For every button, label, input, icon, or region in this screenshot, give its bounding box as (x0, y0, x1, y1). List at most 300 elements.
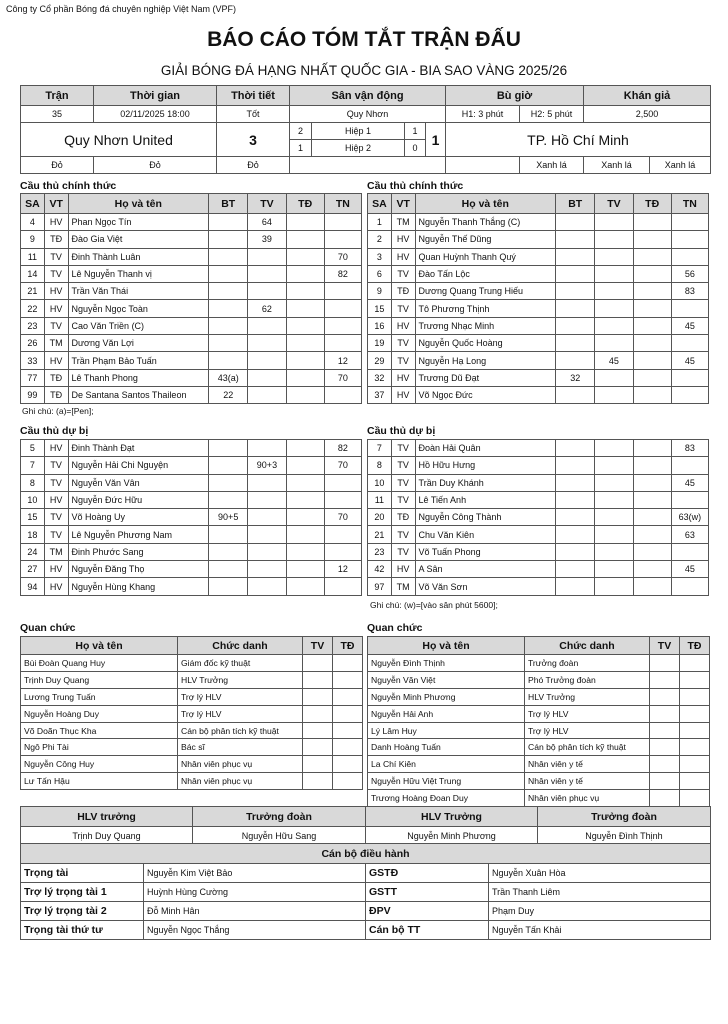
yellow-card (595, 561, 633, 578)
player-name: Võ Ngọc Đức (415, 386, 556, 403)
red-card (633, 561, 671, 578)
position: HV (391, 248, 415, 265)
home-shirt-color: Đỏ (21, 157, 94, 174)
supervisor-name: Trần Thanh Liêm (489, 883, 711, 902)
home-officials-title: Quan chức (20, 622, 76, 634)
shirt-number: 23 (368, 543, 392, 560)
position: TV (391, 457, 415, 474)
away-half1-score: 1 (405, 123, 426, 140)
red-card (633, 369, 671, 386)
red-card (633, 214, 671, 231)
shirt-number: 8 (21, 474, 45, 491)
substitution-minute (671, 578, 708, 595)
official-header-row (368, 637, 710, 655)
substitution-minute (671, 248, 708, 265)
official-red-card (680, 655, 710, 672)
substitution-minute (324, 386, 361, 403)
red-card (286, 248, 324, 265)
position: HV (44, 214, 68, 231)
column-header: Chức danh (525, 637, 650, 655)
goal-minute (209, 248, 248, 265)
goal-minute (209, 526, 248, 543)
red-card (633, 386, 671, 403)
league-subtitle: GIẢI BÓNG ĐÁ HẠNG NHẤT QUỐC GIA - BIA SAO VÀNG 2025/26 (160, 63, 568, 78)
goal-minute (556, 300, 595, 317)
referee-title: Cán bộ điều hành (21, 844, 711, 864)
player-row (368, 386, 709, 403)
substitution-minute: 56 (671, 265, 708, 282)
substitution-minute: 63(w) (671, 509, 708, 526)
official-name: Nguyễn Hữu Việt Trung (368, 773, 525, 790)
substitution-minute (324, 231, 361, 248)
shirt-number: 23 (21, 317, 45, 334)
official-role: Phó Trưởng đoàn (525, 671, 650, 688)
home-starting-table (20, 193, 362, 404)
official-red-card (680, 773, 710, 790)
position: TV (391, 491, 415, 508)
player-name: Nguyễn Công Thành (415, 509, 556, 526)
official-yellow-card (650, 705, 680, 722)
official-role: Nhân viên phục vụ (178, 756, 303, 773)
position: TV (391, 543, 415, 560)
player-name: Đào Gia Việt (68, 231, 209, 248)
substitution-minute: 45 (671, 317, 708, 334)
home-note: Ghi chú: (a)=[Pen]; (22, 406, 94, 416)
yellow-card: 45 (595, 352, 633, 369)
column-header: TV (650, 637, 680, 655)
extra-time-h2: H2: 5 phút (520, 106, 584, 123)
substitution-minute (324, 491, 361, 508)
position: TĐ (44, 369, 68, 386)
goal-minute (556, 231, 595, 248)
player-name: Trương Dũ Đạt (415, 369, 556, 386)
position: HV (44, 283, 68, 300)
yellow-card (595, 231, 633, 248)
shirt-number: 42 (368, 561, 392, 578)
shirt-number: 99 (21, 386, 45, 403)
official-role: Nhân viên y tế (525, 756, 650, 773)
player-row (368, 440, 709, 457)
player-row (21, 335, 362, 352)
yellow-card (595, 457, 633, 474)
position: TV (44, 526, 68, 543)
substitution-minute: 70 (324, 369, 361, 386)
official-row (368, 756, 710, 773)
home-subs-table (20, 439, 362, 596)
goal-minute (209, 300, 248, 317)
player-name: A Sân (415, 561, 556, 578)
position: HV (391, 369, 415, 386)
column-header: SA (21, 194, 45, 214)
home-manager: Nguyễn Hữu Sang (193, 827, 366, 845)
yellow-card (595, 474, 633, 491)
official-name: Nguyễn Công Huy (21, 756, 178, 773)
header-match: Trận (21, 86, 94, 106)
player-name: Dương Quang Trung Hiếu (415, 283, 556, 300)
substitution-minute (671, 457, 708, 474)
yellow-card (248, 335, 286, 352)
player-row (368, 369, 709, 386)
column-header: TV (248, 194, 286, 214)
position: TV (44, 509, 68, 526)
goal-minute (209, 543, 248, 560)
goal-minute (209, 317, 248, 334)
official-yellow-card (650, 655, 680, 672)
official-yellow-card (650, 756, 680, 773)
player-row (21, 543, 362, 560)
position: TĐ (391, 509, 415, 526)
home-coach-label: HLV trưởng (21, 807, 193, 827)
official-role: Trợ lý HLV (525, 705, 650, 722)
substitution-minute (324, 526, 361, 543)
player-name: Quan Huỳnh Thanh Quý (415, 248, 556, 265)
yellow-card: 62 (248, 300, 286, 317)
substitution-minute: 70 (324, 457, 361, 474)
supervisor-name: Nguyễn Tấn Khải (489, 921, 711, 940)
red-card (633, 283, 671, 300)
substitution-minute: 12 (324, 352, 361, 369)
column-header: TĐ (333, 637, 363, 655)
yellow-card (595, 335, 633, 352)
official-red-card (680, 671, 710, 688)
yellow-card (595, 386, 633, 403)
away-coach: Nguyễn Minh Phương (366, 827, 538, 845)
player-name: Lê Nguyễn Thanh vị (68, 265, 209, 282)
shirt-number: 18 (21, 526, 45, 543)
red-card (633, 474, 671, 491)
official-role: Bác sĩ (178, 739, 303, 756)
substitution-minute (671, 369, 708, 386)
yellow-card (595, 265, 633, 282)
player-name: Lê Thanh Phong (68, 369, 209, 386)
official-name: La Chí Kiên (368, 756, 525, 773)
red-card (633, 352, 671, 369)
official-row (368, 688, 710, 705)
yellow-card (248, 248, 286, 265)
position: TV (391, 440, 415, 457)
yellow-card (248, 509, 286, 526)
official-red-card (680, 722, 710, 739)
substitution-minute (324, 578, 361, 595)
referee-row (21, 921, 711, 940)
column-header: Họ và tên (21, 637, 178, 655)
position: HV (44, 561, 68, 578)
player-name: Trần Duy Khánh (415, 474, 556, 491)
position: TV (391, 526, 415, 543)
official-row (368, 671, 710, 688)
official-red-card (333, 722, 363, 739)
official-yellow-card (303, 655, 333, 672)
player-name: Nguyễn Thế Dũng (415, 231, 556, 248)
shirt-number: 29 (368, 352, 392, 369)
player-row (21, 231, 362, 248)
position: TV (44, 265, 68, 282)
player-row (368, 248, 709, 265)
substitution-minute: 82 (324, 440, 361, 457)
shirt-number: 5 (21, 440, 45, 457)
player-name: Đinh Phước Sang (68, 543, 209, 560)
shirt-number: 3 (368, 248, 392, 265)
goal-minute (556, 283, 595, 300)
official-red-card (333, 773, 363, 790)
column-header: BT (556, 194, 595, 214)
official-row (368, 773, 710, 790)
away-half2-score: 0 (405, 140, 426, 157)
shirt-number: 6 (368, 265, 392, 282)
player-name: Tô Phương Thịnh (415, 300, 556, 317)
column-header: TV (303, 637, 333, 655)
red-card (286, 457, 324, 474)
official-role: HLV Trưởng (525, 688, 650, 705)
shirt-number: 20 (368, 509, 392, 526)
official-yellow-card (303, 688, 333, 705)
yellow-card (248, 526, 286, 543)
goal-minute (556, 526, 595, 543)
official-role: Nhân viên y tế (525, 773, 650, 790)
away-subs-title: Cầu thủ dự bị (367, 425, 436, 437)
position: TV (44, 248, 68, 265)
official-red-card (680, 705, 710, 722)
goal-minute (209, 214, 248, 231)
shirt-number: 77 (21, 369, 45, 386)
header-extra-time: Bù giờ (446, 86, 584, 106)
supervisor-name: Phạm Duy (489, 902, 711, 921)
official-name: Bùi Đoàn Quang Huy (21, 655, 178, 672)
official-red-card (333, 671, 363, 688)
official-row (368, 722, 710, 739)
referee-name: Nguyễn Ngọc Thắng (144, 921, 366, 940)
substitution-minute: 82 (324, 265, 361, 282)
player-row (21, 457, 362, 474)
column-header: TV (595, 194, 633, 214)
goal-minute (209, 457, 248, 474)
official-row (21, 756, 363, 773)
column-header: Chức danh (178, 637, 303, 655)
position: HV (44, 300, 68, 317)
official-yellow-card (650, 671, 680, 688)
official-red-card (680, 688, 710, 705)
referee-row (21, 902, 711, 921)
substitution-minute (671, 214, 708, 231)
official-name: Lý Lâm Huy (368, 722, 525, 739)
official-yellow-card (303, 773, 333, 790)
player-row (21, 578, 362, 595)
column-header: TN (324, 194, 361, 214)
goal-minute (209, 491, 248, 508)
player-name: Lê Tiến Anh (415, 491, 556, 508)
away-score: 1 (426, 123, 446, 157)
player-name: Đinh Thành Luân (68, 248, 209, 265)
player-name: Võ Hoàng Uy (68, 509, 209, 526)
shirt-number: 11 (21, 248, 45, 265)
header-weather: Thời tiết (217, 86, 290, 106)
goal-minute (209, 352, 248, 369)
shirt-number: 7 (368, 440, 392, 457)
away-manager-label: Trưởng đoàn (538, 807, 711, 827)
column-header: TN (671, 194, 708, 214)
goal-minute (556, 386, 595, 403)
home-shorts-color: Đỏ (94, 157, 217, 174)
official-yellow-card (303, 722, 333, 739)
official-red-card (680, 739, 710, 756)
player-name: Trần Văn Thái (68, 283, 209, 300)
yellow-card (595, 440, 633, 457)
position: HV (44, 352, 68, 369)
red-card (633, 231, 671, 248)
red-card (286, 509, 324, 526)
goal-minute (209, 283, 248, 300)
header-crowd: Khán giả (584, 86, 711, 106)
player-row (368, 578, 709, 595)
goal-minute (556, 543, 595, 560)
yellow-card (248, 386, 286, 403)
player-row (368, 335, 709, 352)
goal-minute (556, 509, 595, 526)
away-socks-color: Xanh lá (650, 157, 711, 174)
goal-minute (209, 335, 248, 352)
red-card (633, 248, 671, 265)
official-row (368, 739, 710, 756)
substitution-minute (671, 300, 708, 317)
away-manager: Nguyễn Đình Thịnh (538, 827, 711, 845)
extra-time-h1: H1: 3 phút (446, 106, 520, 123)
goal-minute (556, 491, 595, 508)
official-yellow-card (650, 688, 680, 705)
player-row (368, 265, 709, 282)
official-yellow-card (303, 705, 333, 722)
player-name: Nguyễn Quốc Hoàng (415, 335, 556, 352)
yellow-card (595, 248, 633, 265)
yellow-card (248, 317, 286, 334)
player-name: Võ Văn Sơn (415, 578, 556, 595)
match-weather: Tốt (217, 106, 290, 123)
official-role: Trợ lý HLV (525, 722, 650, 739)
player-name: Đinh Thành Đạt (68, 440, 209, 457)
red-card (633, 509, 671, 526)
player-row (368, 526, 709, 543)
goal-minute (556, 474, 595, 491)
match-number: 35 (21, 106, 94, 123)
player-row (21, 509, 362, 526)
player-row (368, 474, 709, 491)
position: TV (391, 352, 415, 369)
goal-minute: 90+5 (209, 509, 248, 526)
official-red-card (333, 655, 363, 672)
substitution-minute (671, 543, 708, 560)
shirt-number: 11 (368, 491, 392, 508)
official-row (21, 671, 363, 688)
column-header: Họ và tên (368, 637, 525, 655)
shirt-number: 9 (21, 231, 45, 248)
player-name: Nguyễn Văn Vân (68, 474, 209, 491)
yellow-card (595, 543, 633, 560)
match-crowd: 2,500 (584, 106, 711, 123)
column-header: Họ và tên (415, 194, 556, 214)
yellow-card (248, 491, 286, 508)
official-red-card (680, 790, 710, 807)
substitution-minute: 63 (671, 526, 708, 543)
player-row (368, 509, 709, 526)
goal-minute (556, 317, 595, 334)
official-role: Cán bộ phân tích kỹ thuật (525, 739, 650, 756)
official-red-card (333, 756, 363, 773)
player-row (368, 561, 709, 578)
shirt-number: 19 (368, 335, 392, 352)
substitution-minute (671, 231, 708, 248)
official-row (21, 688, 363, 705)
position: TV (391, 265, 415, 282)
player-name: Nguyễn Thanh Thắng (C) (415, 214, 556, 231)
player-name: Phan Ngọc Tín (68, 214, 209, 231)
position: TĐ (391, 283, 415, 300)
substitution-minute (324, 474, 361, 491)
official-row (21, 739, 363, 756)
player-row (21, 283, 362, 300)
red-card (633, 526, 671, 543)
player-name: Trương Nhạc Minh (415, 317, 556, 334)
referee-name: Đỗ Minh Hân (144, 902, 366, 921)
player-name: Đoàn Hải Quân (415, 440, 556, 457)
home-subs-title: Cầu thủ dự bị (20, 425, 89, 437)
yellow-card: 90+3 (248, 457, 286, 474)
shirt-number: 2 (368, 231, 392, 248)
player-name: Nguyễn Đăng Thọ (68, 561, 209, 578)
red-card (286, 300, 324, 317)
official-yellow-card (303, 756, 333, 773)
official-row (21, 705, 363, 722)
yellow-card (248, 369, 286, 386)
goal-minute (209, 474, 248, 491)
shirt-number: 15 (368, 300, 392, 317)
player-name: De Santana Santos Thaileon (68, 386, 209, 403)
yellow-card (248, 265, 286, 282)
player-row (21, 248, 362, 265)
player-row (21, 369, 362, 386)
goal-minute (556, 561, 595, 578)
player-row (368, 231, 709, 248)
official-role: Giám đốc kỹ thuật (178, 655, 303, 672)
position: HV (44, 440, 68, 457)
shirt-number: 97 (368, 578, 392, 595)
goal-minute (556, 335, 595, 352)
substitution-minute: 70 (324, 248, 361, 265)
substitution-minute (671, 386, 708, 403)
red-card (286, 578, 324, 595)
player-name: Nguyễn Đức Hữu (68, 491, 209, 508)
player-row (21, 300, 362, 317)
shirt-number: 4 (21, 214, 45, 231)
substitution-minute (324, 335, 361, 352)
red-card (286, 543, 324, 560)
column-header: VT (391, 194, 415, 214)
half2-label: Hiệp 2 (312, 140, 405, 157)
substitution-minute: 83 (671, 440, 708, 457)
home-team-name: Quy Nhơn United (21, 123, 217, 157)
match-info-table (20, 85, 711, 174)
player-name: Hồ Hữu Hưng (415, 457, 556, 474)
yellow-card (595, 526, 633, 543)
column-header: SA (368, 194, 392, 214)
player-row (368, 317, 709, 334)
player-row (368, 352, 709, 369)
red-card (286, 526, 324, 543)
official-row (368, 655, 710, 672)
substitution-minute: 45 (671, 352, 708, 369)
position: TV (391, 474, 415, 491)
official-red-card (680, 756, 710, 773)
red-card (286, 317, 324, 334)
player-name: Nguyễn Ngọc Toàn (68, 300, 209, 317)
